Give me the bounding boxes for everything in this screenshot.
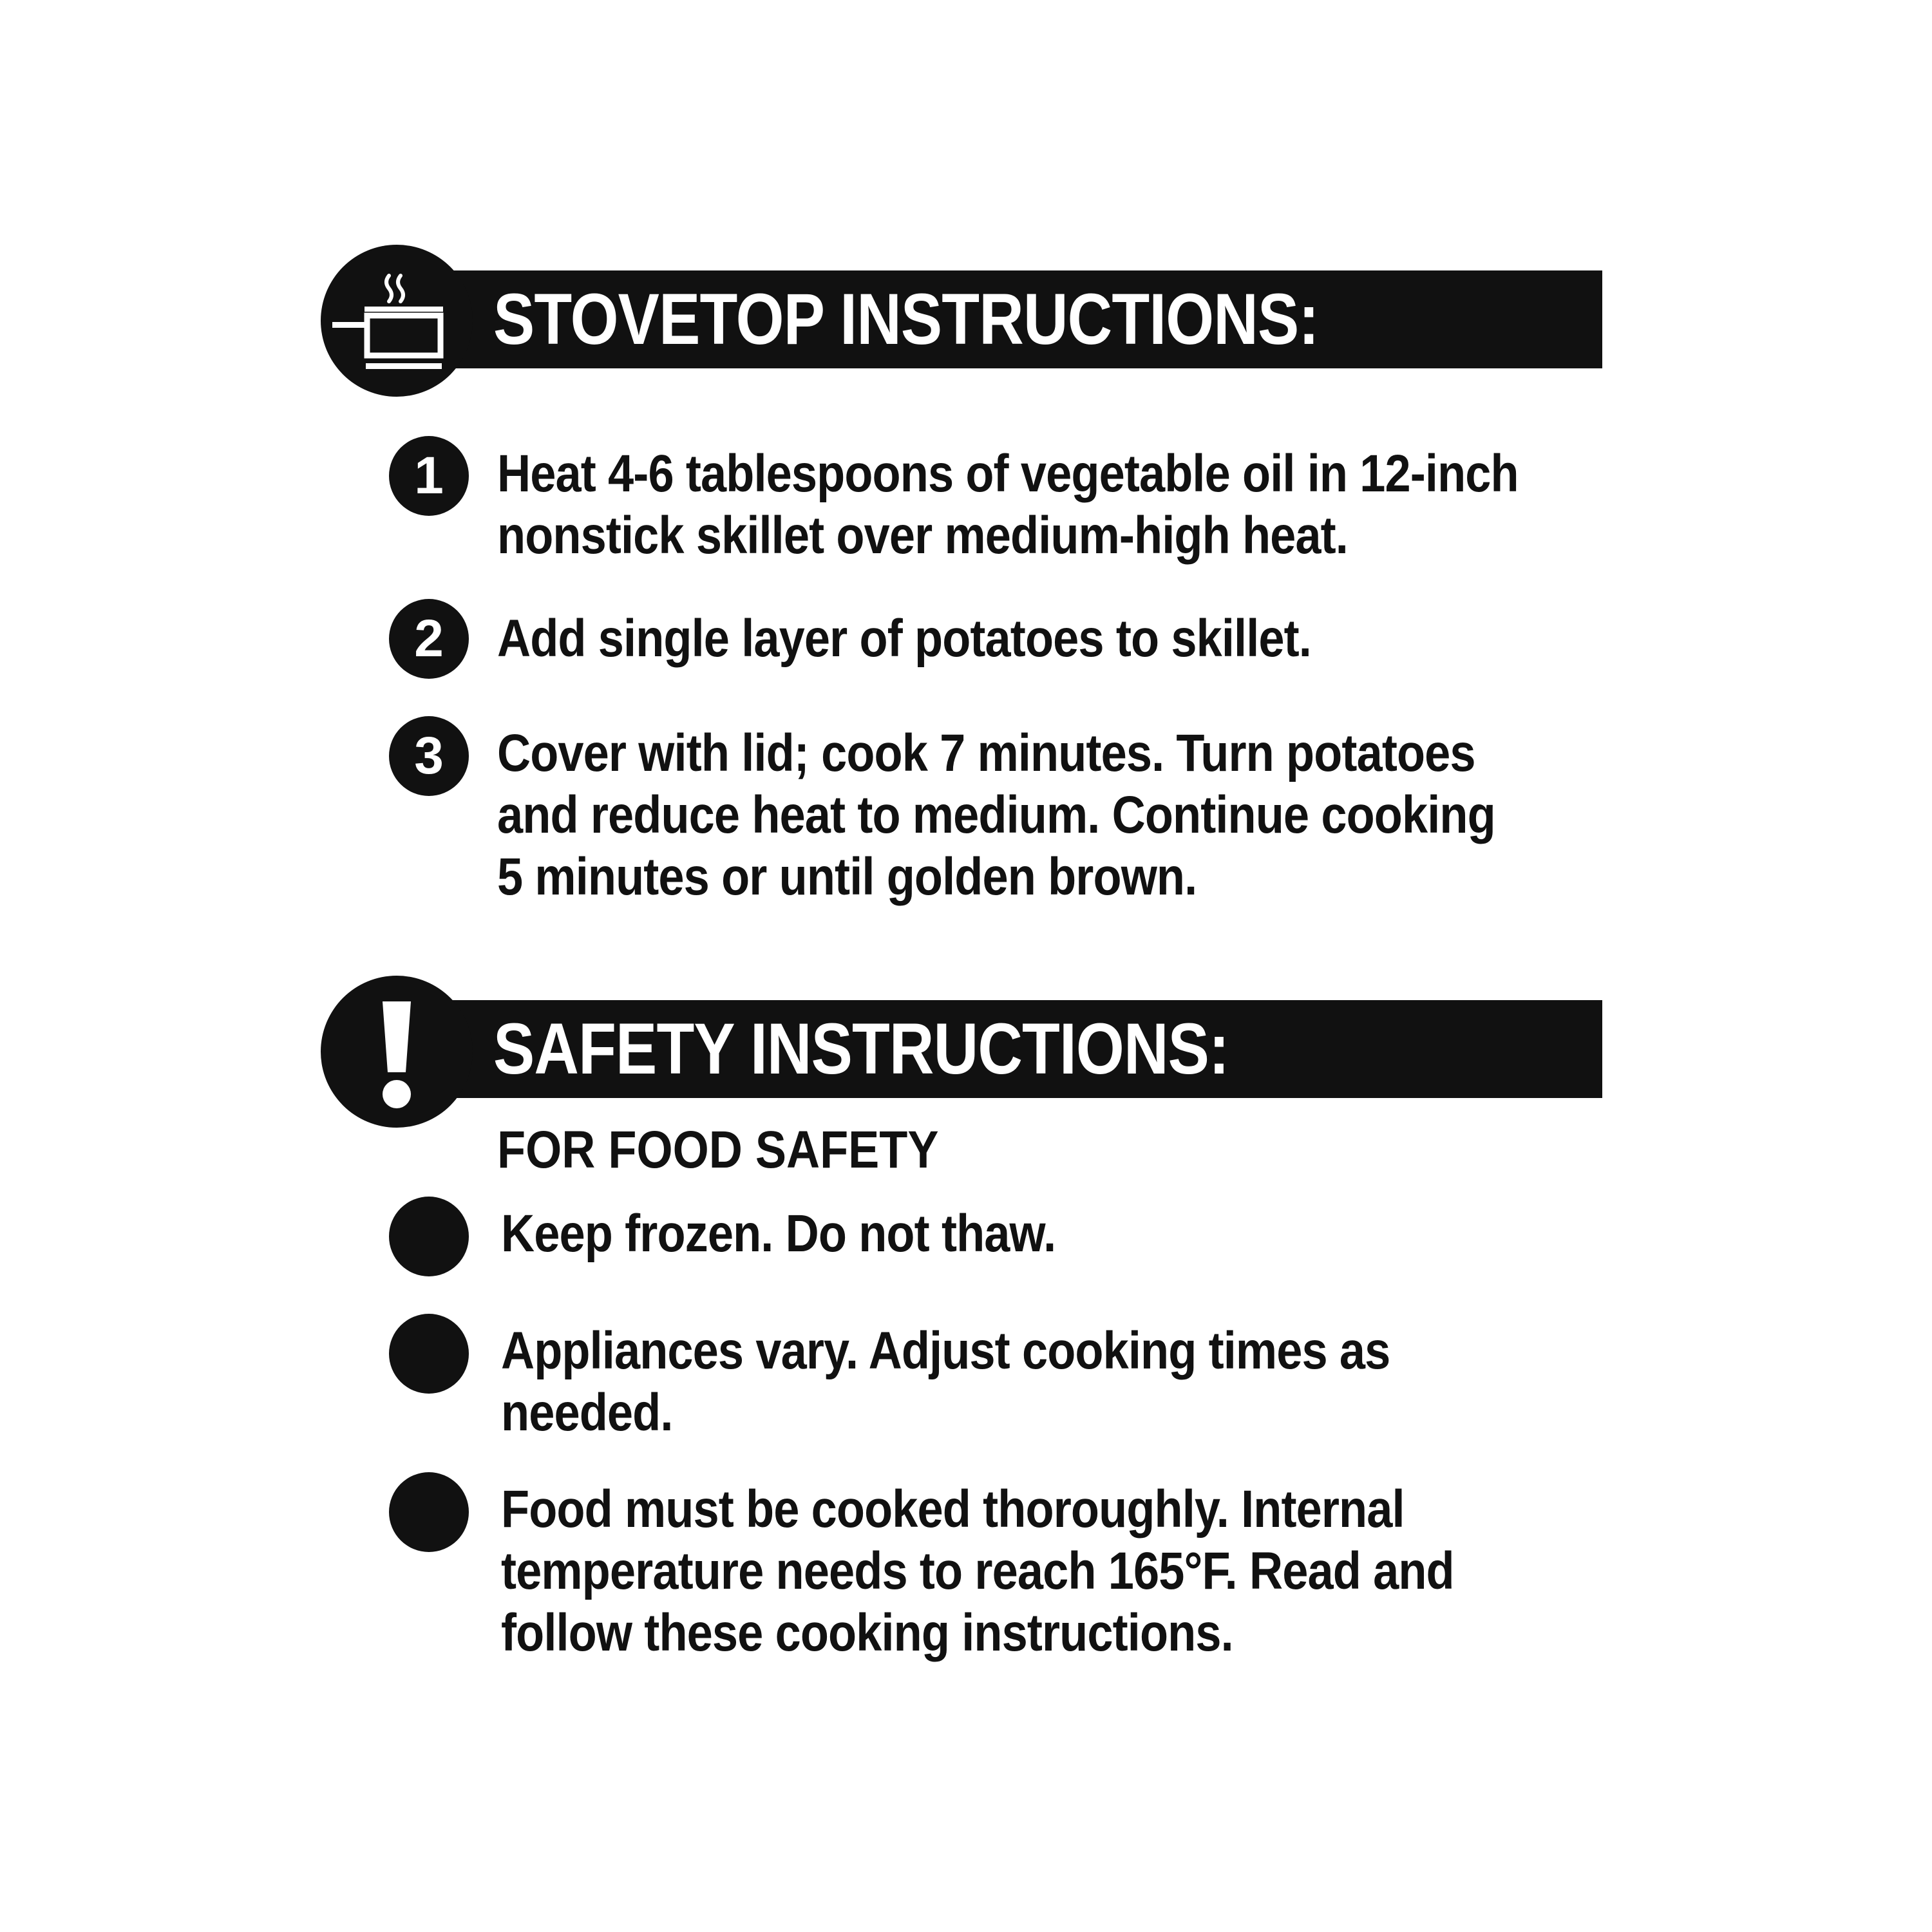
step-3-line-3: 5 minutes or until golden brown.: [497, 848, 1197, 906]
bullet-1-dot: [389, 1197, 469, 1276]
step-3-text: [497, 723, 1495, 908]
food-safety-subtitle: FOR FOOD SAFETY: [497, 1121, 939, 1179]
step-1-text: [497, 443, 1519, 567]
bullet-3-dot: [389, 1472, 469, 1552]
step-1-number: 1: [389, 436, 469, 516]
step-2-text: [497, 608, 1311, 670]
step-2-line-1: Add single layer of potatoes to skillet.: [497, 609, 1311, 668]
step-1-line-1: Heat 4-6 tablespoons of vegetable oil in 12-inch: [497, 444, 1519, 503]
steaming-pot-icon: [321, 245, 473, 397]
bullet-2-text: [501, 1320, 1390, 1444]
step-2-number: 2: [389, 599, 469, 679]
bullet-2-line-2: needed.: [501, 1383, 673, 1442]
safety-title: SAFETY INSTRUCTIONS:: [493, 1009, 1229, 1089]
bullet-1-line-1: Keep frozen. Do not thaw.: [501, 1204, 1056, 1263]
step-1-line-2: nonstick skillet over medium-high heat.: [497, 506, 1348, 565]
bullet-3-line-1: Food must be cooked thoroughly. Internal: [501, 1480, 1405, 1539]
bullet-2-line-1: Appliances vary. Adjust cooking times as: [501, 1321, 1390, 1380]
bullet-1-text: [501, 1203, 1056, 1265]
stovetop-title: STOVETOP INSTRUCTIONS:: [493, 279, 1319, 359]
step-3-line-1: Cover with lid; cook 7 minutes. Turn potatoes: [497, 724, 1475, 782]
bullet-3-line-3: follow these cooking instructions.: [501, 1604, 1233, 1662]
step-3-number: 3: [389, 716, 469, 796]
exclamation-icon: [321, 976, 473, 1128]
step-3-line-2: and reduce heat to medium. Continue cooking: [497, 786, 1495, 844]
bullet-3-text: [501, 1479, 1454, 1664]
bullet-2-dot: [389, 1314, 469, 1394]
bullet-3-line-2: temperature needs to reach 165°F. Read and: [501, 1542, 1454, 1600]
